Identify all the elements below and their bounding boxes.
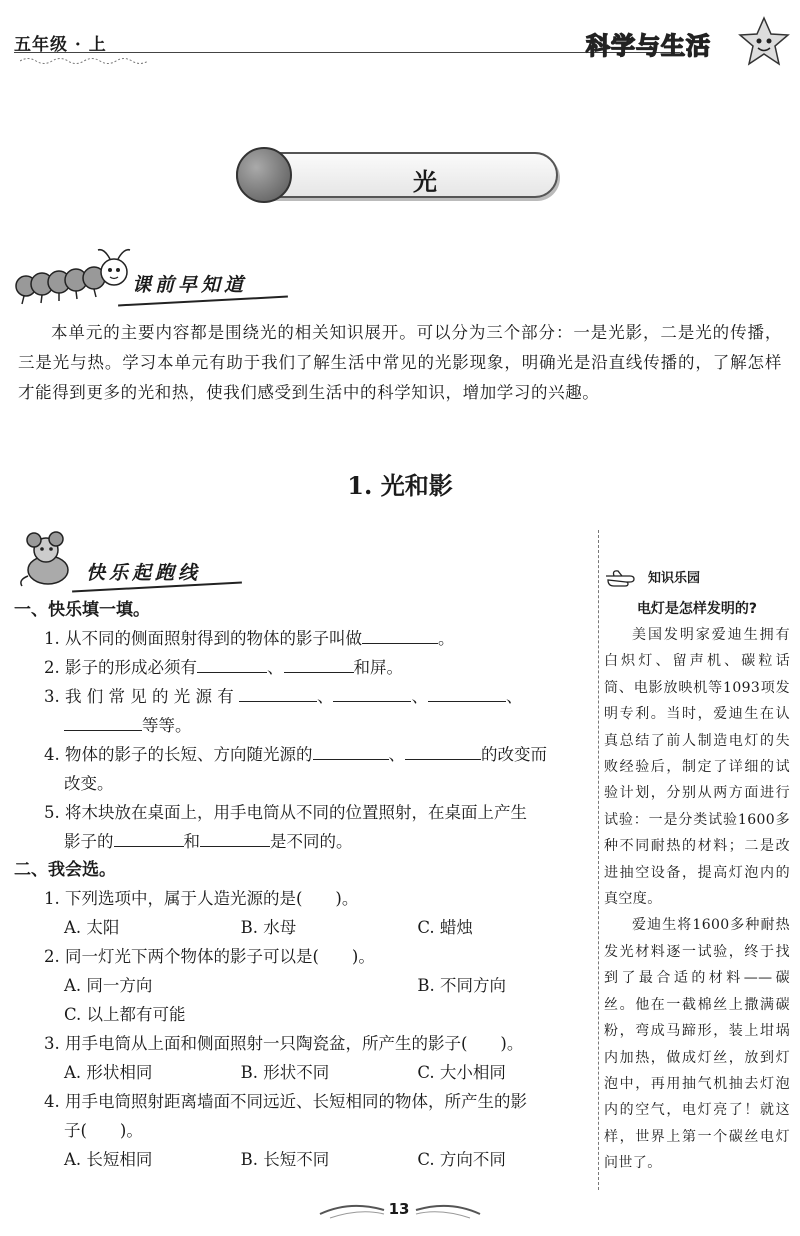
- q4-sep: 、: [388, 745, 405, 764]
- choice-question-4-cont: 子( )。: [64, 1121, 143, 1140]
- part2-title: 二、我会选。: [14, 860, 116, 880]
- q3-sep: 、: [411, 687, 428, 706]
- choice-options-4: [14, 1145, 594, 1174]
- header-wave-ornament: [20, 56, 150, 66]
- answer-blank[interactable]: [114, 829, 184, 847]
- fill-question-2: [14, 653, 594, 682]
- option-b[interactable]: B. 水母: [240, 918, 297, 937]
- fill-question-4-cont: 改变。: [64, 774, 114, 793]
- sidebar-title: 电灯是怎样发明的?: [636, 601, 758, 617]
- answer-blank[interactable]: [64, 713, 142, 731]
- choice-options-1: [14, 913, 594, 942]
- exercise-badge-title: 快乐起跑线: [86, 562, 202, 584]
- q3-sep: 、: [316, 687, 334, 706]
- fill-question-3-cont: [14, 711, 594, 740]
- choice-question-2: 2. 同一灯光下两个物体的影子可以是( )。: [44, 947, 375, 966]
- header-rule: [14, 52, 680, 53]
- fill-question-5: 5. 将木块放在桌面上，用手电筒从不同的位置照射，在桌面上产生: [44, 803, 527, 822]
- choice-question-1: 1. 下列选项中，属于人造光源的是( )。: [44, 889, 359, 908]
- answer-blank[interactable]: [333, 684, 411, 702]
- knowledge-sidebar: [604, 566, 790, 1177]
- pointing-hand-icon: [604, 568, 646, 590]
- choice-question-3: 3. 用手电筒从上面和侧面照射一只陶瓷盆，所产生的影子( )。: [44, 1034, 524, 1053]
- exercise-section: [14, 596, 594, 1174]
- q4-text: 4. 物体的影子的长短、方向随光源的: [44, 745, 313, 764]
- q3-sep: 、: [505, 687, 523, 706]
- option-a[interactable]: A. 长短相同: [64, 1150, 153, 1169]
- choice-question-4: 4. 用手电筒照射距离墙面不同远近、长短相同的物体，所产生的影: [44, 1092, 527, 1111]
- option-a[interactable]: A. 形状相同: [64, 1063, 153, 1082]
- answer-blank[interactable]: [197, 655, 267, 673]
- choice-options-3: [14, 1058, 594, 1087]
- q5-sep: 和: [183, 832, 200, 851]
- q4-text-2: 的改变而: [481, 745, 547, 764]
- banner-circle-icon: [236, 147, 292, 203]
- fill-question-4: [14, 740, 594, 769]
- unit-title: 光: [413, 168, 437, 196]
- answer-blank[interactable]: [200, 829, 270, 847]
- sidebar-label: 知识乐园: [648, 571, 701, 586]
- option-b[interactable]: B. 长短不同: [240, 1150, 330, 1169]
- mouse-icon: [14, 530, 84, 588]
- intro-badge-title: 课前早知道: [132, 274, 248, 296]
- grade-label: 五年级 · 上: [14, 35, 107, 55]
- answer-blank[interactable]: [405, 742, 481, 760]
- intro-badge-underline: [118, 296, 288, 307]
- q3-text: 3. 我 们 常 见 的 光 源 有: [44, 687, 234, 706]
- sidebar-paragraph-1: 美国发明家爱迪生拥有白炽灯、留声机、碳粒话筒、电影放映机等1093项发明专利。当时，爱迪生在认真总结了前人制造电灯的失败经验后，制定了详细的试验计划，分别从两方面进行试验：一是分类试验1600多种不同耐热的材料；二是改进抽空设备，提高灯泡内的真空度。: [604, 627, 790, 908]
- option-c[interactable]: C. 蜡烛: [417, 918, 473, 937]
- lesson-title: 1. 光和影: [347, 471, 453, 500]
- fill-question-3: [14, 682, 594, 711]
- q1-end: 。: [438, 629, 455, 648]
- choice-options-2: [14, 971, 594, 1000]
- option-a[interactable]: A. 同一方向: [64, 976, 153, 995]
- page-number: 13: [388, 1200, 410, 1218]
- answer-blank[interactable]: [239, 684, 317, 702]
- caterpillar-icon: [14, 244, 134, 308]
- option-a[interactable]: A. 太阳: [64, 918, 120, 937]
- answer-blank[interactable]: [428, 684, 506, 702]
- q2-end: 和屏。: [353, 658, 403, 677]
- intro-paragraph: 本单元的主要内容都是围绕光的相关知识展开。可以分为三个部分：一是光影，二是光的传播，三是光与热。学习本单元有助于我们了解生活中常见的光影现象，明确光是沿直线传播的，了解怎样才能得到更多的光和热，使我们感受到生活中的科学知识，增加学习的兴趣。: [18, 323, 782, 402]
- fill-question-5-cont: [14, 827, 594, 856]
- q1-text: 1. 从不同的侧面照射得到的物体的影子叫做: [44, 629, 362, 648]
- option-c[interactable]: C. 以上都有可能: [64, 1005, 186, 1024]
- choice-options-2b: [14, 1000, 594, 1029]
- option-b[interactable]: B. 不同方向: [417, 976, 506, 995]
- brand-title: 科学与生活: [586, 32, 711, 60]
- q3-end: 等等。: [142, 716, 192, 735]
- q5-end: 是不同的。: [270, 832, 353, 851]
- star-mascot-icon: [738, 14, 790, 72]
- sidebar-paragraph-2: 爱迪生将1600多种耐热发光材料逐一试验，终于找到了最合适的材料——碳丝。他在一截棉丝上撒满碳粉，弯成马蹄形，装上坩埚内加热，做成灯丝，放到灯泡中，再用抽气机抽去灯泡内的空气，电灯亮了！就这样，世界上第一个碳丝电灯问世了。: [604, 917, 790, 1172]
- option-c[interactable]: C. 方向不同: [417, 1150, 506, 1169]
- q5-text: 影子的: [64, 832, 114, 851]
- option-c[interactable]: C. 大小相同: [417, 1063, 506, 1082]
- sidebar-divider: [598, 530, 599, 1190]
- part1-title: 一、快乐填一填。: [14, 600, 150, 620]
- answer-blank[interactable]: [284, 655, 354, 673]
- answer-blank[interactable]: [362, 626, 438, 644]
- q2-text: 2. 影子的形成必须有: [44, 658, 197, 677]
- q2-sep: 、: [267, 658, 284, 677]
- fill-question-1: [14, 624, 594, 653]
- answer-blank[interactable]: [313, 742, 389, 760]
- option-b[interactable]: B. 形状不同: [240, 1063, 330, 1082]
